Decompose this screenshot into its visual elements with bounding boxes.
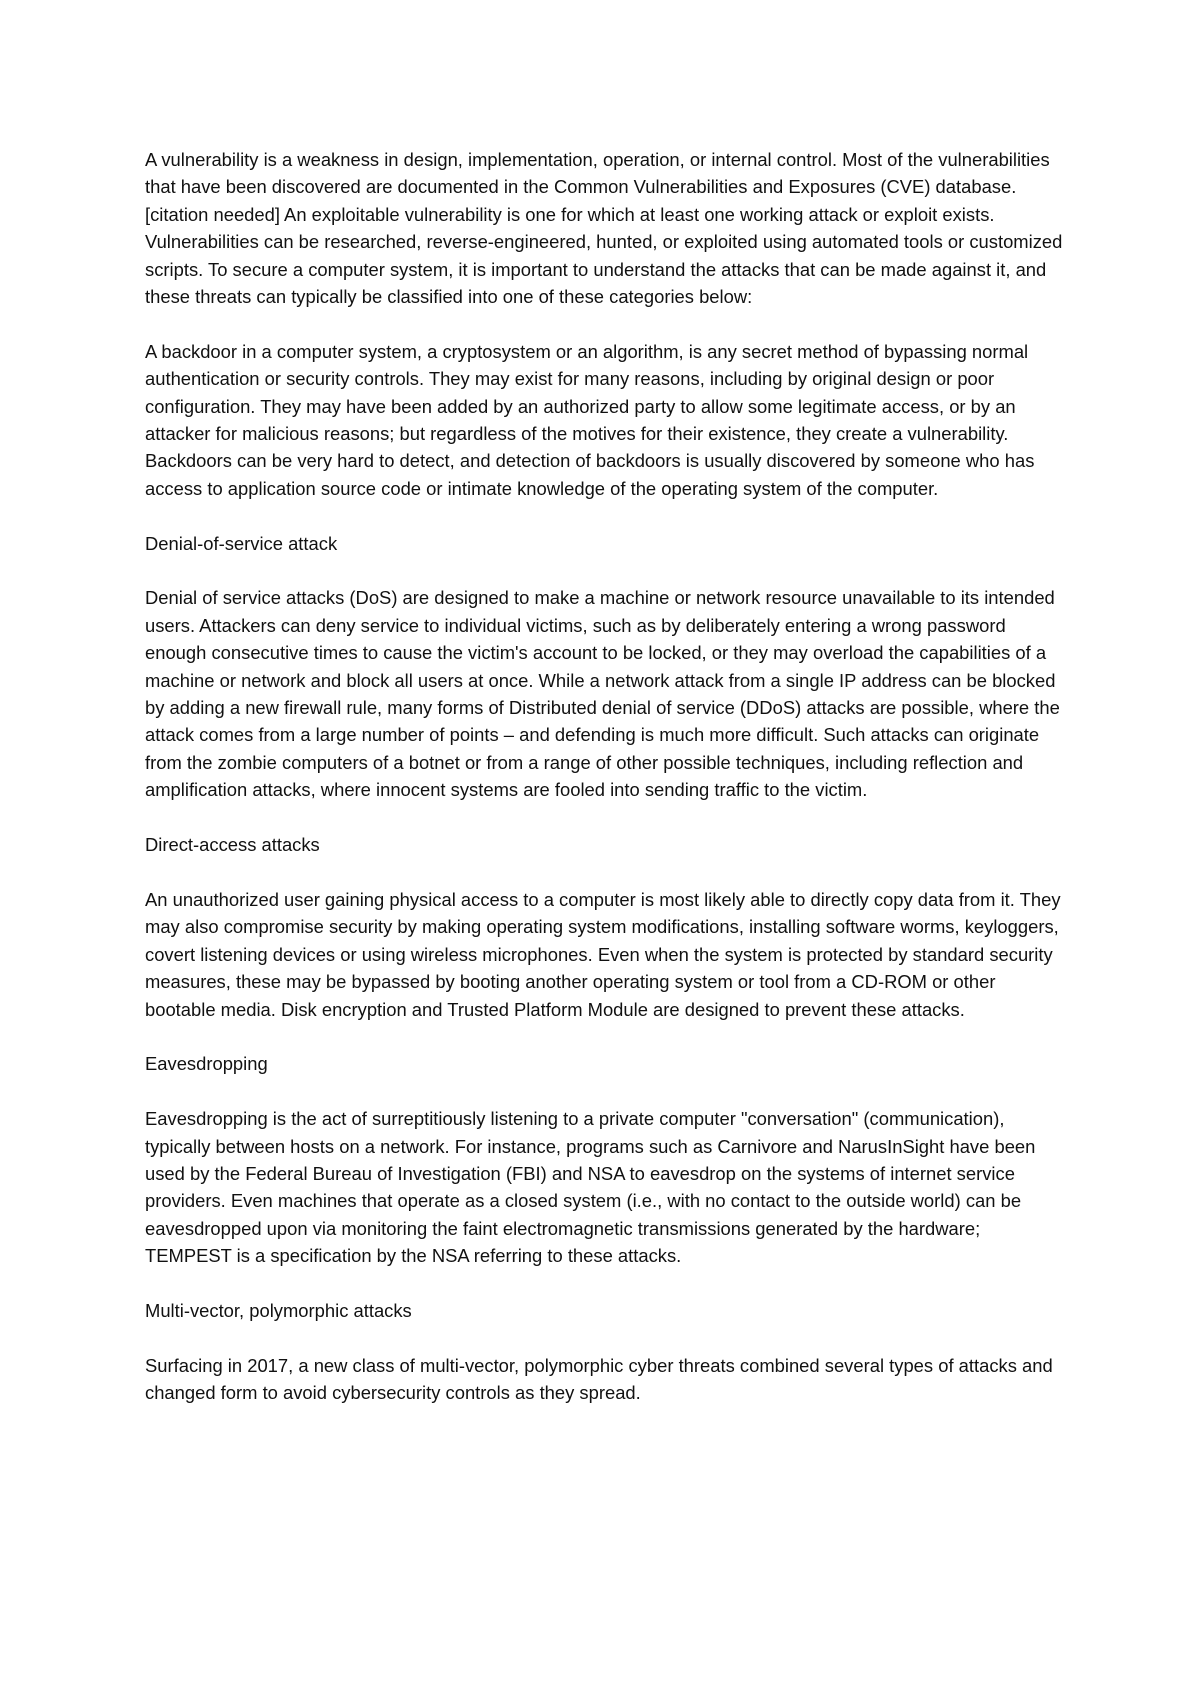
heading-multi-vector: Multi-vector, polymorphic attacks (145, 1299, 412, 1321)
paragraph-vulnerability-intro: A vulnerability is a weakness in design, implementation, operation, or internal control. Most of the vulnerabilities that have been discovered are documented in the Common Vulnerabilities and Exposures (CVE) database.[citation needed] An exploitable vulnerability is one for which at least one working attack or exploit exists. Vulnerabilities can be researched, reverse-engineered, hunted, or exploited using automated tools or customized scripts. To secure a computer system, it is important to understand the attacks that can be made against it, and these threats can typically be classified into one of these categories below: (145, 149, 1063, 308)
paragraph-multi-vector: Surfacing in 2017, a new class of multi-vector, polymorphic cyber threats combined several types of attacks and changed form to avoid cybersecurity controls as they spread. (145, 1354, 1053, 1404)
document-body (145, 146, 1065, 1407)
heading-denial-of-service: Denial-of-service attack (145, 532, 338, 554)
paragraph-eavesdropping: Eavesdropping is the act of surreptitiously listening to a private computer "conversation" (communication), typically between hosts on a network. For instance, programs such as Carnivore and NarusInSight have been used by the Federal Bureau of Investigation (FBI) and NSA to eavesdrop on the systems of internet service providers. Even machines that operate as a closed system (i.e., with no contact to the outside world) can be eavesdropped upon via monitoring the faint electromagnetic transmissions generated by the hardware; TEMPEST is a specification by the NSA referring to these attacks. (145, 1108, 1036, 1267)
paragraph-direct-access: An unauthorized user gaining physical access to a computer is most likely able to directly copy data from it. They may also compromise security by making operating system modifications, installing software worms, keyloggers, covert listening devices or using wireless microphones. Even when the system is protected by standard security measures, these may be bypassed by booting another operating system or tool from a CD-ROM or other bootable media. Disk encryption and Trusted Platform Module are designed to prevent these attacks. (145, 888, 1061, 1020)
paragraph-backdoor: A backdoor in a computer system, a cryptosystem or an algorithm, is any secret method of bypassing normal authentication or security controls. They may exist for many reasons, including by original design or poor configuration. They may have been added by an authorized party to allow some legitimate access, or by an attacker for malicious reasons; but regardless of the motives for their existence, they create a vulnerability. Backdoors can be very hard to detect, and detection of backdoors is usually discovered by someone who has access to application source code or intimate knowledge of the operating system of the computer. (145, 340, 1035, 499)
heading-direct-access: Direct-access attacks (145, 834, 320, 856)
paragraph-denial-of-service: Denial of service attacks (DoS) are designed to make a machine or network resource unavailable to its intended users. Attackers can deny service to individual victims, such as by deliberately entering a wrong password enough consecutive times to cause the victim's account to be locked, or they may overload the capabilities of a machine or network and block all users at once. While a network attack from a single IP address can be blocked by adding a new firewall rule, many forms of Distributed denial of service (DDoS) attacks are possible, where the attack comes from a large number of points – and defending is much more difficult. Such attacks can originate from the zombie computers of a botnet or from a range of other possible techniques, including reflection and amplification attacks, where innocent systems are fooled into sending traffic to the victim. (145, 587, 1060, 801)
heading-eavesdropping: Eavesdropping (145, 1053, 268, 1075)
